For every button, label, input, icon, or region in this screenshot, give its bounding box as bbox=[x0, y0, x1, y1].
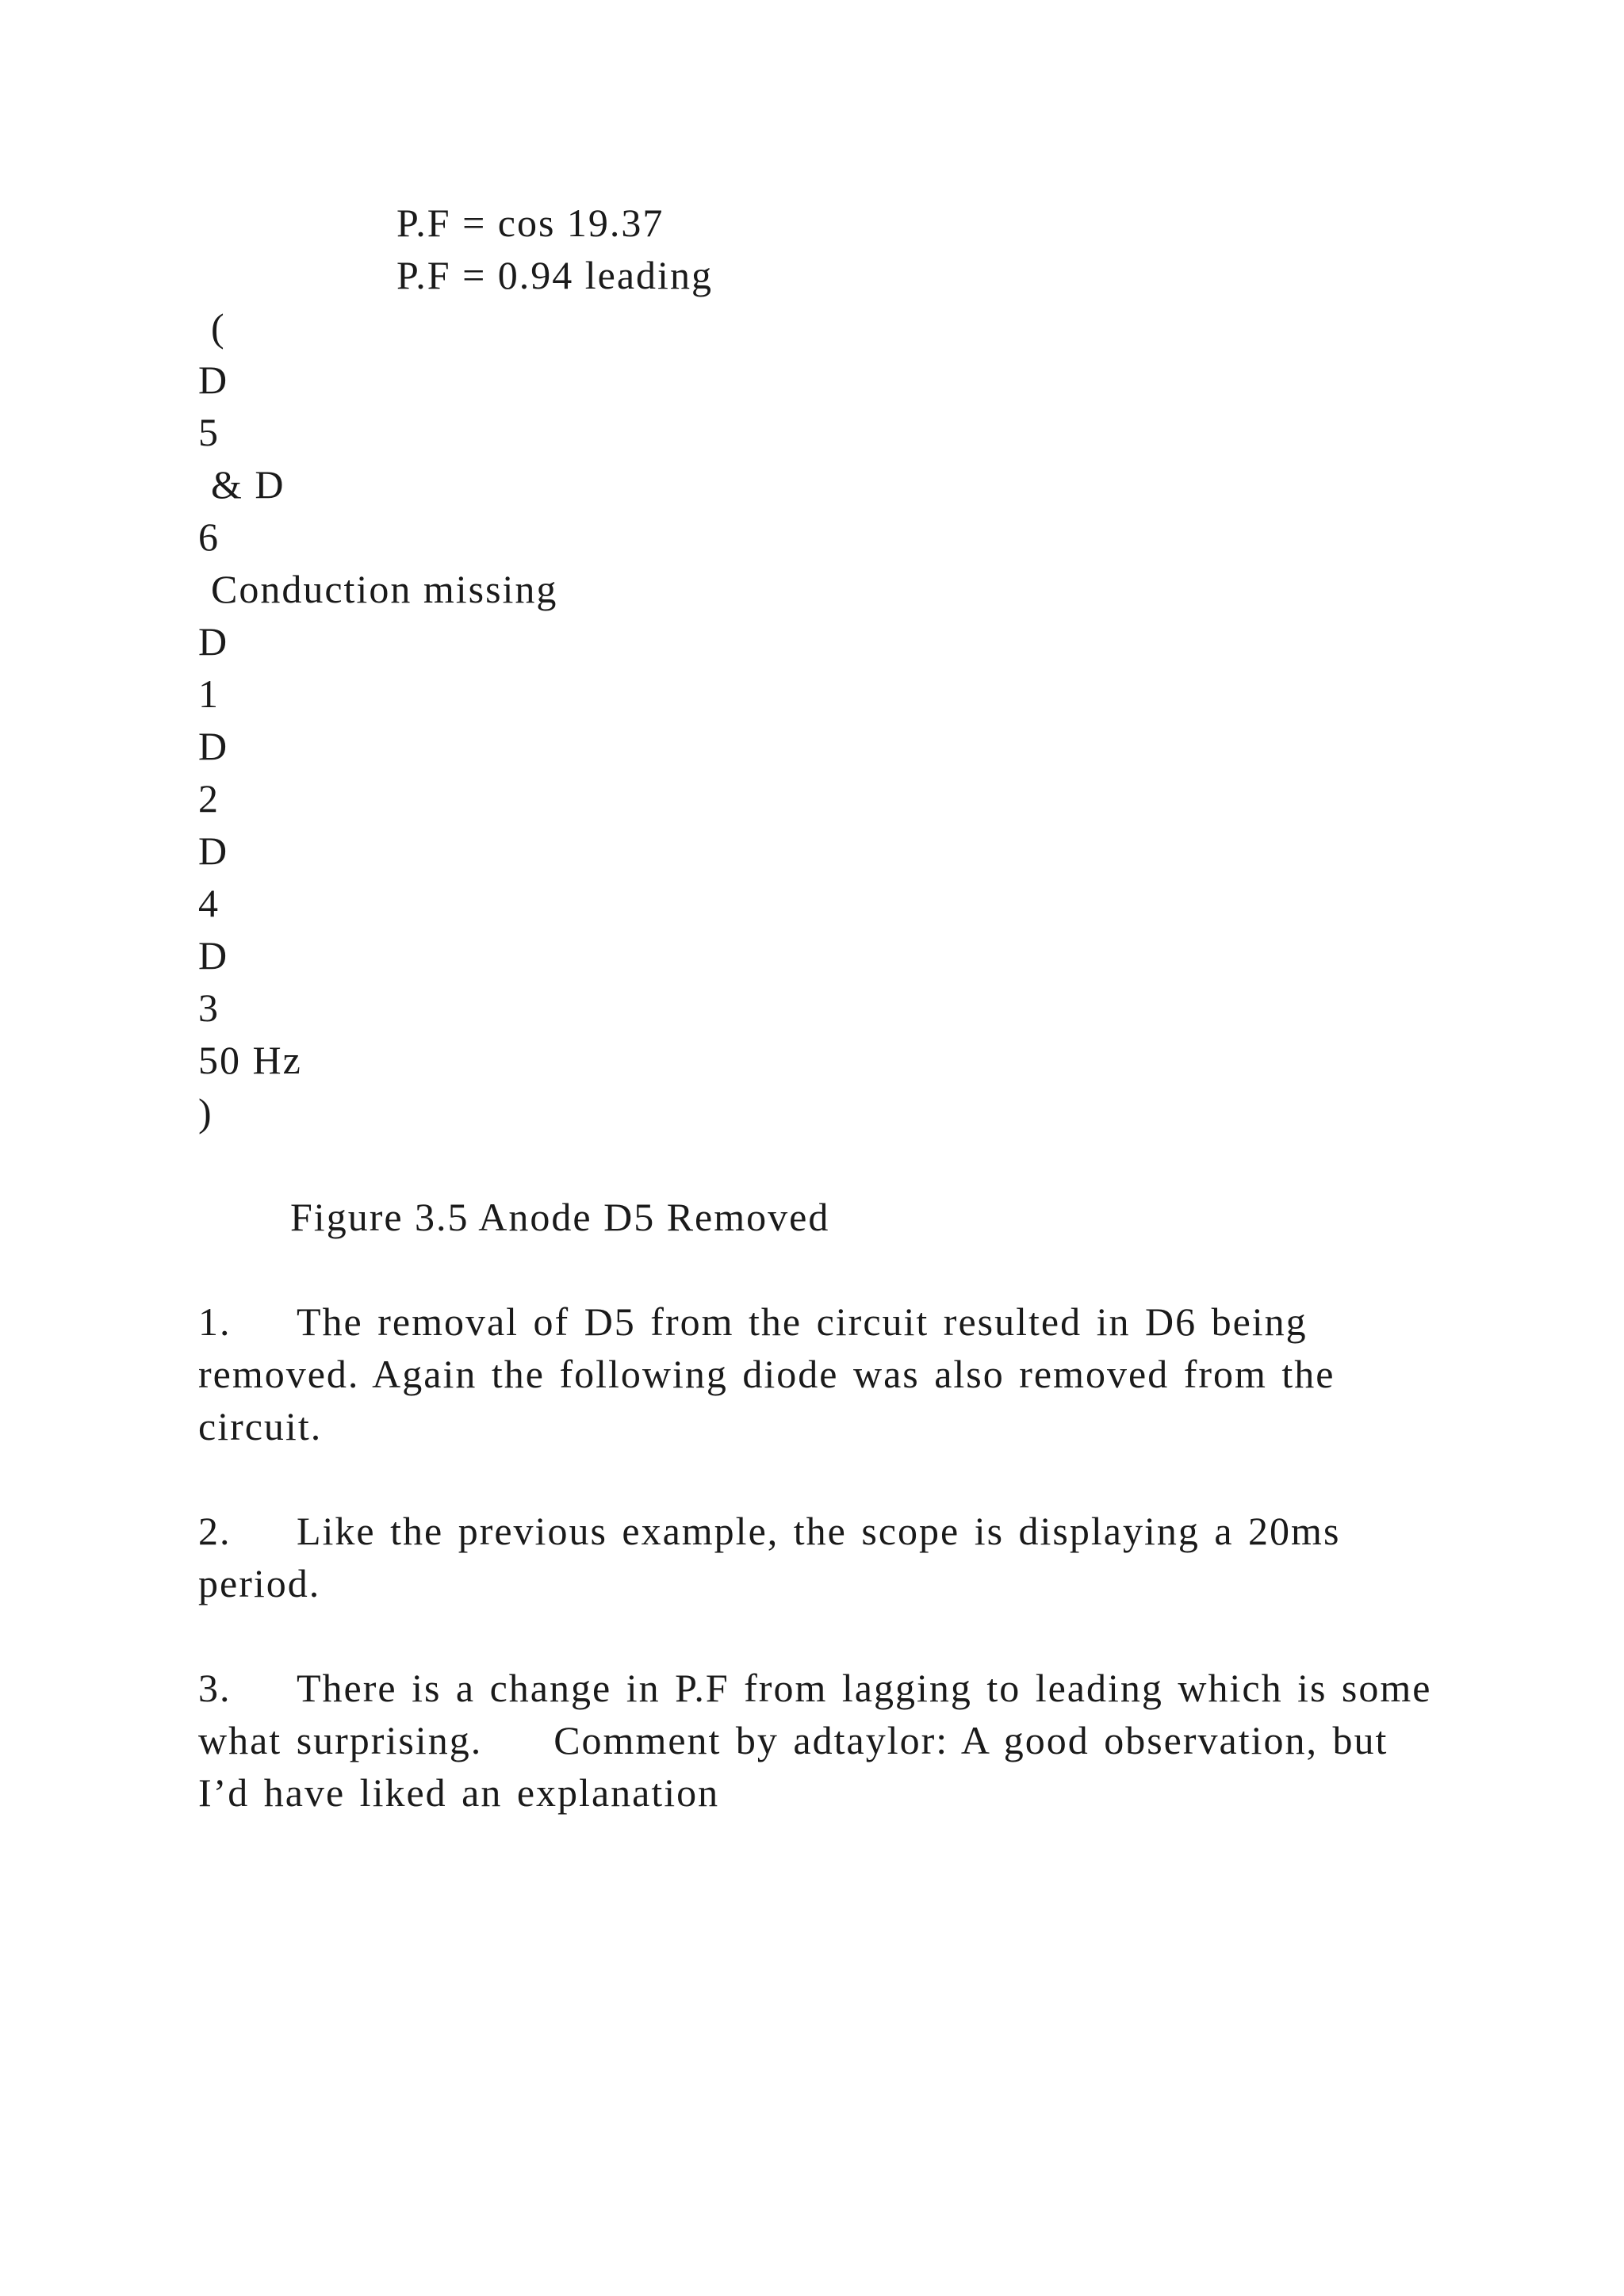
figure-label-d3-letter: D bbox=[198, 933, 229, 978]
figure-label-5: 5 bbox=[198, 410, 220, 454]
figure-close-paren: ) bbox=[198, 1090, 213, 1135]
equation-pf-cos: P.F = cos 19.37 bbox=[396, 201, 665, 245]
figure-label-1: 1 bbox=[198, 672, 220, 716]
list-item-number: 1. bbox=[198, 1299, 232, 1344]
equation-pf-value: P.F = 0.94 leading bbox=[396, 253, 713, 297]
list-item-number: 3. bbox=[198, 1666, 232, 1710]
list-item bbox=[198, 1295, 1435, 1452]
list-item bbox=[198, 1505, 1435, 1609]
figure-label-d: D bbox=[198, 358, 229, 402]
figure-label-and-d: & D bbox=[211, 462, 285, 507]
list-item-text: There is a change in P.F from lagging to leading which is some what surprising. bbox=[198, 1666, 1432, 1762]
figure-label-2: 2 bbox=[198, 776, 220, 821]
list-item-text: The removal of D5 from the circuit resulted in D6 being removed. Again the following diode was also removed from the circuit. bbox=[198, 1299, 1335, 1448]
figure-label-frequency: 50 Hz bbox=[198, 1038, 302, 1082]
figure-label-6: 6 bbox=[198, 515, 220, 559]
figure-label-conduction-missing: Conduction missing bbox=[211, 567, 558, 611]
list-item-text: Like the previous example, the scope is displaying a 20ms period. bbox=[198, 1509, 1341, 1605]
figure-label-d1-letter: D bbox=[198, 619, 229, 664]
figure-label-4: 4 bbox=[198, 881, 220, 925]
list-item-number: 2. bbox=[198, 1509, 232, 1553]
figure-caption: Figure 3.5 Anode D5 Removed bbox=[290, 1195, 830, 1239]
figure-label-3: 3 bbox=[198, 985, 220, 1030]
figure-open-paren: ( bbox=[211, 305, 226, 350]
review-comment: Comment by adtaylor: A good observation, but I’d have liked an explanation bbox=[198, 1718, 1388, 1815]
figure-label-d2-letter: D bbox=[198, 724, 229, 768]
figure-label-d4-letter: D bbox=[198, 828, 229, 873]
list-item bbox=[198, 1662, 1435, 1819]
